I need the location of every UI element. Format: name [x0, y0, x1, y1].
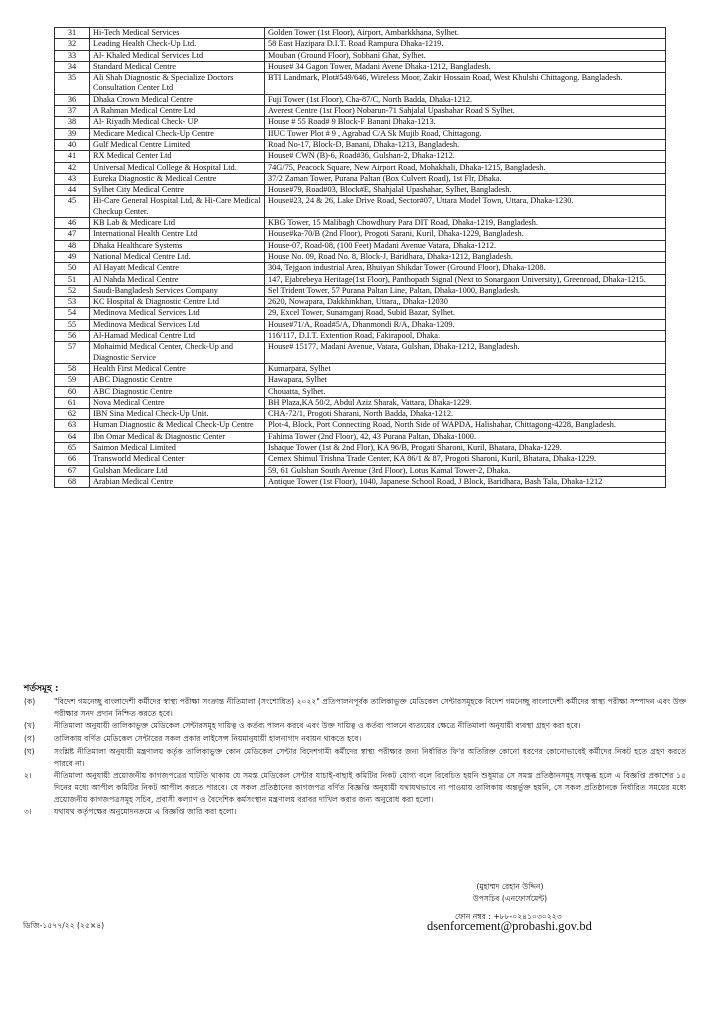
address-cell: House#ka-70/B (2nd Floor), Progoti Sarani, Kuril, Dhaka-1229, Bangladesh. — [265, 229, 666, 240]
address-cell: CHA-72/1, Progoti Sharani, North Badda, Dhaka-1212. — [265, 409, 666, 420]
term-marker: (ক) — [24, 697, 36, 706]
serial-cell: 49 — [55, 251, 90, 262]
address-cell: Hawapara, Sylhet — [265, 375, 666, 386]
serial-cell: 36 — [55, 94, 90, 105]
terms-heading: শর্তসমূহ : — [24, 684, 59, 694]
term-marker: ২। — [24, 771, 32, 781]
address-cell: House#23, 24 & 26, Lake Drive Road, Sector#07, Uttara Model Town, Uttara, Dhaka-1230. — [265, 196, 666, 218]
table-row — [55, 73, 666, 95]
address-cell: House# 34 Gagon Tower, Madani Avene Dhaka-1212, Bangladesh. — [265, 61, 666, 72]
centre-name-cell: Dhaka Healthcare Systems — [90, 240, 265, 251]
centre-name-cell: Ali Shah Diagnostic & Specialize Doctors Consultation Center Ltd — [90, 73, 265, 95]
term-item — [24, 720, 686, 732]
serial-cell: 41 — [55, 151, 90, 162]
table-row — [55, 251, 666, 262]
serial-cell: 32 — [55, 39, 90, 50]
address-cell: 37/2 Zaman Tower, Purana Paltan (Box Culvert Road), 1st Flr, Dhaka. — [265, 173, 666, 184]
serial-cell: 65 — [55, 442, 90, 453]
address-cell: Averest Centre (1st Floor) Nobarun-71 Sahjalal Upashahar Road S Sylhet. — [265, 106, 666, 117]
centre-name-cell: Al Hayatt Medical Centre — [90, 263, 265, 274]
address-cell: 59, 61 Gulshan South Avenue (3rd Floor), Lotus Kamal Tower-2, Dhaka. — [265, 465, 666, 476]
serial-cell: 66 — [55, 454, 90, 465]
table-row — [55, 342, 666, 364]
term-marker: (খ) — [24, 721, 35, 731]
centre-name-cell: Hi-Care General Hospital Ltd, & Hi-Care Medical Checkup Center. — [90, 196, 265, 218]
term-marker: ৩। — [24, 807, 32, 817]
serial-cell: 43 — [55, 173, 90, 184]
table-row — [55, 476, 666, 487]
address-cell: Mouban (Ground Floor), Sobhani Ghat, Sylhet. — [265, 50, 666, 61]
serial-cell: 39 — [55, 128, 90, 139]
email-address[interactable]: dsenforcement@probashi.gov.bd — [427, 919, 592, 933]
table-row — [55, 331, 666, 342]
centre-name-cell: Medinova Medical Services Ltd — [90, 319, 265, 330]
centre-name-cell: Ibn Omar Medical & Diagnostic Center — [90, 431, 265, 442]
centre-name-cell: Hi-Tech Medical Services — [90, 28, 265, 39]
serial-cell: 33 — [55, 50, 90, 61]
centre-name-cell: National Medical Centre Ltd. — [90, 251, 265, 262]
centre-name-cell: Nova Medical Centre — [90, 397, 265, 408]
term-text: তালিকায় বর্ণিত মেডিকেল সেন্টারের সকল প্রকার লাইসেন্স নিয়মানুযায়ী হালনাগাদ নবায়ন থাকতে হবে। — [54, 734, 362, 744]
centre-name-cell: Arabian Medical Centre — [90, 476, 265, 487]
terms-list — [24, 696, 686, 819]
address-cell: House#71/A, Road#5/A, Dhanmondi R/A, Dhaka-1209. — [265, 319, 666, 330]
address-cell: House # 55 Road# 9 Block-F Banani Dhaka-1213. — [265, 117, 666, 128]
centre-name-cell: Human Diagnostic & Medical Check-Up Centre — [90, 420, 265, 431]
address-cell: House# CWN (B)-6, Road#36, Gulshan-2, Dhaka-1212. — [265, 151, 666, 162]
term-text: "বিদেশ গমনেচ্ছু বাংলাদেশী কর্মীদের স্বাস্থ্য পরীক্ষা সংক্রান্ত নীতিমালা (সংশোধিত) ২০২২" প্রতিপালনপূর্বক তালিকাভুক্ত মেডিকেল সেন্টারসমূহকে বিদেশ গমনেচ্ছু বাংলাদেশী কর্মীদের স্বাস্থ্য পরীক্ষা সম্পাদন এবং উক্ত পরীক্ষার সনদ প্রদান নিশ্চিত করতে হবে। — [54, 697, 686, 718]
table-row — [55, 196, 666, 218]
address-cell: Cemex Shimul Trishna Trade Center, KA 86/1 & 87, Progoti Sharoni, Kuril, Bhatara, Dhaka-1229. — [265, 454, 666, 465]
table-row — [55, 28, 666, 39]
address-cell: Antique Tower (1st Floor), 1040, Japanese School Road, J Block, Baridhara, Bash Tala, Dhaka-1212 — [265, 476, 666, 487]
centre-name-cell: Saimon Medical Limited — [90, 442, 265, 453]
term-marker: (গ) — [24, 734, 35, 744]
address-cell: IIUC Tower Plot # 9 , Agrabad C/A Sk Mujib Road, Chittagong. — [265, 128, 666, 139]
serial-cell: 37 — [55, 106, 90, 117]
address-cell: Ishaque Tower (1st & 2nd Flor), KA 96/B, Progati Sharoni, Kuril, Bhatara, Dhaka-1229. — [265, 442, 666, 453]
table-row — [55, 297, 666, 308]
signature-block — [430, 881, 590, 905]
table-row — [55, 397, 666, 408]
term-text: যথাযথ কর্তৃপক্ষের অনুমোদনক্রমে এ বিজ্ঞপ্তি জারি করা হলো। — [54, 807, 237, 817]
address-cell: House No. 09, Road No. 8, Block-J, Baridhara, Dhaka-1212, Bangladesh. — [265, 251, 666, 262]
table-row — [55, 229, 666, 240]
table-row — [55, 308, 666, 319]
table-row — [55, 139, 666, 150]
centre-name-cell: Sylhet City Medical Centre — [90, 185, 265, 196]
serial-cell: 47 — [55, 229, 90, 240]
term-item — [24, 770, 686, 805]
centre-name-cell: Health First Medical Centre — [90, 363, 265, 374]
table-row — [55, 420, 666, 431]
centre-name-cell: RX Medical Center Ltd — [90, 151, 265, 162]
term-text: নীতিমালা অনুযায়ী প্রয়োজনীয় কাগজপত্রের ঘাটতি থাকায় যে সমস্ত মেডিকেল সেন্টার যাচাই-বাছাই কমিটির নিকট যোগ্য বলে বিবেচিত হয়নি শুধুমাত্র সে সমস্ত প্রতিষ্ঠানসমূহ সংক্ষুব্ধ হলে এ বিজ্ঞপ্তি প্রকাশের ১৫ দিনের মধ্যে আপীল কমিটির নিকট আপীল করতে পারবে। যে সকল প্রতিষ্ঠানের কাগজপত্র বর্ণিত বিজ্ঞপ্তি অনুযায়ী যথাযথভাবে না পাওয়ায় তালিকায় অন্তর্ভুক্ত হয়নি, সে সকল প্রতিষ্ঠানকে নির্ধারিত সময়ের মধ্যে প্রয়োজনীয় কাগজপত্রসমূহ সচিব, প্রবাসী কল্যাণ ও বৈদেশিক কর্মসংস্থান মন্ত্রণালয় বরাবর দাখিল করার জন্য অনুরোধ করা হলো। — [54, 771, 686, 804]
serial-cell: 40 — [55, 139, 90, 150]
serial-cell: 53 — [55, 297, 90, 308]
address-cell: KBG Tower, 15 Malibagh Chowdhury Para DIT Road, Dhaka-1219, Bangladesh. — [265, 218, 666, 229]
centre-name-cell: Leading Health Check-Up Ltd. — [90, 39, 265, 50]
memo-reference: ডিজি-১৫৭৭/২২ (২৫×৪) — [23, 921, 105, 930]
serial-cell: 44 — [55, 185, 90, 196]
address-cell: 116/117, D.I.T. Extention Road, Fakirapool, Dhaka. — [265, 331, 666, 342]
serial-cell: 68 — [55, 476, 90, 487]
serial-cell: 61 — [55, 397, 90, 408]
serial-cell: 50 — [55, 263, 90, 274]
serial-cell: 46 — [55, 218, 90, 229]
table-row — [55, 454, 666, 465]
table-row — [55, 94, 666, 105]
address-cell: House# 15177, Madani Avenue, Vatara, Gulshan, Dhaka-1212, Bangladesh. — [265, 342, 666, 364]
serial-cell: 34 — [55, 61, 90, 72]
table-row — [55, 319, 666, 330]
centre-name-cell: Al-Hamad Medical Centre Ltd — [90, 331, 265, 342]
centre-name-cell: Mohaimid Medical Center, Check-Up and Diagnostic Service — [90, 342, 265, 364]
table-row — [55, 431, 666, 442]
table-row — [55, 128, 666, 139]
serial-cell: 67 — [55, 465, 90, 476]
address-cell: Fuji Tower (1st Floor), Cha-87/C, North Badda, Dhaka-1212. — [265, 94, 666, 105]
address-cell: BH Plaza,KA 50/2, Abdul Aziz Sharak, Vattara, Dhaka-1229. — [265, 397, 666, 408]
serial-cell: 60 — [55, 386, 90, 397]
table-row — [55, 106, 666, 117]
table-row — [55, 263, 666, 274]
address-cell: 304, Tejgaon industrial Area, Bhuiyan Shikdar Tower (Ground Floor), Dhaka-1208. — [265, 263, 666, 274]
address-cell: Fahima Tower (2nd Floor), 42, 43 Purana Paltan, Dhaka-1000. — [265, 431, 666, 442]
serial-cell: 48 — [55, 240, 90, 251]
serial-cell: 62 — [55, 409, 90, 420]
term-text: নীতিমালা অনুযায়ী তালিকাভুক্ত মেডিকেল সেন্টারসমূহ দায়িত্ব ও কর্তব্য পালন করবে এবং উক্ত দায়িত্ব ও কর্তব্য পালনে ব্যত্যয়ের ক্ষেত্রে নীতিমালা অনুযায়ী ব্যবস্থা গ্রহণ করা হবে। — [54, 721, 581, 731]
address-cell: Plot-4, Block, Port Connecting Road, North Side of WAPDA, Halishahar, Chittagong-4228, Bangladesh. — [265, 420, 666, 431]
serial-cell: 42 — [55, 162, 90, 173]
centre-name-cell: Al Nahda Medical Centre — [90, 274, 265, 285]
address-cell: BTI Landmark, Plot#549/646, Wireless Moor, Zakir Hossain Road, West Khulshi Chittagong. Bangladesh. — [265, 73, 666, 95]
centre-name-cell: KC Hospital & Diagnostic Centre Ltd — [90, 297, 265, 308]
address-cell: House#79, Road#03, Block#E, Shahjalal Upashahar, Sylhet, Bangladesh. — [265, 185, 666, 196]
address-cell: Road No-17, Block-D, Banani, Dhaka-1213, Bangladesh. — [265, 139, 666, 150]
address-cell: 147, Ejabrebeya Heritage(1st Floor), Panthopath Signal (Next to Sonargaon University), Greenroad, Dhaka-1215. — [265, 274, 666, 285]
term-item — [24, 696, 686, 719]
centre-name-cell: ABC Diagnostic Centre — [90, 375, 265, 386]
table-row — [55, 409, 666, 420]
term-marker: (ঘ) — [24, 746, 35, 756]
table-row — [55, 375, 666, 386]
serial-cell: 52 — [55, 285, 90, 296]
table-row — [55, 151, 666, 162]
table-row — [55, 442, 666, 453]
serial-cell: 51 — [55, 274, 90, 285]
table-row — [55, 173, 666, 184]
address-cell: 58 East Hazipara D.I.T. Road Rampura Dhaka-1219. — [265, 39, 666, 50]
table-row — [55, 240, 666, 251]
medical-centre-table — [54, 27, 666, 488]
centre-name-cell: Medinova Medical Services Ltd — [90, 308, 265, 319]
serial-cell: 55 — [55, 319, 90, 330]
centre-name-cell: ABC Diagnostic Centre — [90, 386, 265, 397]
serial-cell: 45 — [55, 196, 90, 218]
serial-cell: 64 — [55, 431, 90, 442]
address-cell: House-07, Road-08, (100 Feet) Madani Avenue Vatara, Dhaka-1212. — [265, 240, 666, 251]
serial-cell: 31 — [55, 28, 90, 39]
table-row — [55, 162, 666, 173]
serial-cell: 56 — [55, 331, 90, 342]
serial-cell: 58 — [55, 363, 90, 374]
serial-cell: 63 — [55, 420, 90, 431]
term-text: সংশ্লিষ্ট নীতিমালা অনুযায়ী মন্ত্রণালয় কর্তৃক তালিকাভুক্ত কোন মেডিকেল সেন্টার বিদেশগামী কর্মীদের স্বাস্থ্য পরীক্ষার জন্য নির্ধারিত ফি'র অতিরিক্ত কোনো ধরণের কোনোভাবেই কর্মীদের নিকট হতে গ্রহণ করতে পারবে না। — [54, 746, 686, 768]
centre-name-cell: IBN Sina Medical Check-Up Unit. — [90, 409, 265, 420]
table-row — [55, 185, 666, 196]
centre-name-cell: Gulf Medical Centre Limited — [90, 139, 265, 150]
term-item — [24, 746, 686, 769]
term-item — [24, 733, 686, 745]
table-row — [55, 465, 666, 476]
centre-name-cell: Al- Khaled Medical Services Ltd — [90, 50, 265, 61]
centre-name-cell: Universal Medical College & Hospital Ltd. — [90, 162, 265, 173]
address-cell: 29, Excel Tower, Sunamganj Road, Subid Bazar, Sylhet. — [265, 308, 666, 319]
centre-name-cell: Saudi-Bangladesh Services Company — [90, 285, 265, 296]
centre-name-cell: KB Lab & Medicare Ltd — [90, 218, 265, 229]
address-cell: 74G/75, Peacock Square, New Airport Road, Mohakhali, Dhaka-1215, Bangladesh. — [265, 162, 666, 173]
address-cell: Kumarpara, Sylhet — [265, 363, 666, 374]
centre-name-cell: Eureka Diagnostic & Medical Centre — [90, 173, 265, 184]
serial-cell: 38 — [55, 117, 90, 128]
table-row — [55, 386, 666, 397]
table-row — [55, 363, 666, 374]
centre-name-cell: Dhaka Crown Medical Centre — [90, 94, 265, 105]
table-row — [55, 117, 666, 128]
centre-name-cell: Transworld Medical Center — [90, 454, 265, 465]
table-row — [55, 39, 666, 50]
medical-centre-table-body — [55, 28, 666, 488]
centre-name-cell: Al- Riyadh Medical Check- UP — [90, 117, 265, 128]
signatory-name: (মুহাম্মদ রেহান উদ্দিন) — [476, 882, 544, 891]
centre-name-cell: Standard Medical Centre — [90, 61, 265, 72]
table-row — [55, 61, 666, 72]
term-item — [24, 806, 686, 818]
address-cell: Chouatta, Sylhet. — [265, 386, 666, 397]
signatory-designation: উপসচিব (এনফোর্সমেন্ট) — [472, 894, 548, 903]
serial-cell: 57 — [55, 342, 90, 364]
centre-name-cell: A Rahman Medical Centre Ltd — [90, 106, 265, 117]
table-row — [55, 218, 666, 229]
serial-cell: 54 — [55, 308, 90, 319]
serial-cell: 35 — [55, 73, 90, 95]
centre-name-cell: Gulshan Medicare Ltd — [90, 465, 265, 476]
phone-number: ফোন নম্বর : +৮৮-০২৪১০৩০২২৩ — [455, 912, 562, 921]
centre-name-cell: International Health Centre Ltd — [90, 229, 265, 240]
table-row — [55, 50, 666, 61]
serial-cell: 59 — [55, 375, 90, 386]
address-cell: Sel Trident Tower, 57 Purana Paltan Line, Paltan, Dhaka-1000, Bangladesh. — [265, 285, 666, 296]
address-cell: 2620, Nowapara, Dakkhinkhan, Uttara,, Dhaka-12030 — [265, 297, 666, 308]
address-cell: Golden Tower (1st Floor), Airport, Ambarkkhana, Sylhet. — [265, 28, 666, 39]
centre-name-cell: Medicare Medical Check-Up Centre — [90, 128, 265, 139]
table-row — [55, 274, 666, 285]
table-row — [55, 285, 666, 296]
